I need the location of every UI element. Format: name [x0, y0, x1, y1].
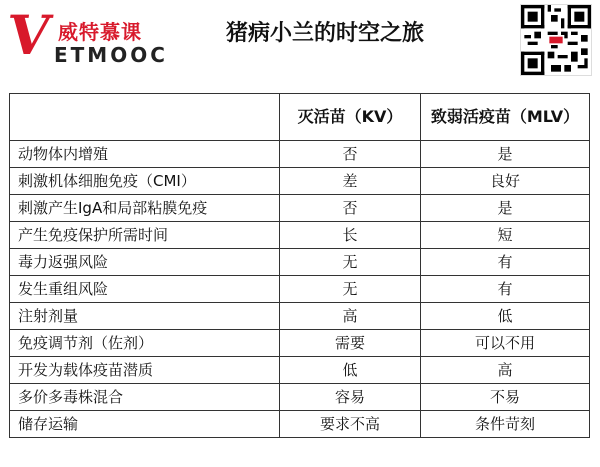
logo-english-name: ETMOOC	[54, 43, 168, 67]
feature-cell: 注射剂量	[10, 303, 280, 330]
feature-cell: 多价多毒株混合	[10, 384, 280, 411]
inactivated-vaccine-cell: 高	[280, 303, 421, 330]
header-live-attenuated-vaccine: 致弱活疫苗（MLV）	[421, 94, 590, 141]
live-vaccine-cell: 高	[421, 357, 590, 384]
live-vaccine-cell: 良好	[421, 168, 590, 195]
inactivated-vaccine-cell: 要求不高	[280, 411, 421, 438]
feature-cell: 毒力返强风险	[10, 249, 280, 276]
inactivated-vaccine-cell: 无	[280, 276, 421, 303]
live-vaccine-cell: 条件苛刻	[421, 411, 590, 438]
header-feature	[10, 94, 280, 141]
table-row	[10, 195, 590, 222]
live-vaccine-cell: 低	[421, 303, 590, 330]
table-row	[10, 303, 590, 330]
qr-code-icon	[520, 4, 592, 76]
vaccine-comparison-table-wrapper	[9, 93, 589, 438]
inactivated-vaccine-cell: 低	[280, 357, 421, 384]
vaccine-comparison-table	[9, 93, 590, 438]
table-row	[10, 330, 590, 357]
feature-cell: 开发为载体疫苗潜质	[10, 357, 280, 384]
table-header-row	[10, 94, 590, 141]
page-title: 猪病小兰的时空之旅	[225, 21, 424, 46]
live-vaccine-cell: 是	[421, 195, 590, 222]
inactivated-vaccine-cell: 否	[280, 195, 421, 222]
live-vaccine-cell: 有	[421, 276, 590, 303]
feature-cell: 刺激产生IgA和局部粘膜免疫	[10, 195, 280, 222]
inactivated-vaccine-cell: 无	[280, 249, 421, 276]
live-vaccine-cell: 可以不用	[421, 330, 590, 357]
table-row	[10, 168, 590, 195]
inactivated-vaccine-cell: 差	[280, 168, 421, 195]
feature-cell: 储存运输	[10, 411, 280, 438]
feature-cell: 免疫调节剂（佐剂）	[10, 330, 280, 357]
feature-cell: 发生重组风险	[10, 276, 280, 303]
table-row	[10, 141, 590, 168]
live-vaccine-cell: 不易	[421, 384, 590, 411]
logo-letter: V	[3, 3, 55, 67]
inactivated-vaccine-cell: 长	[280, 222, 421, 249]
live-vaccine-cell: 有	[421, 249, 590, 276]
table-row	[10, 357, 590, 384]
live-vaccine-cell: 短	[421, 222, 590, 249]
logo-chinese-name: 威特慕课	[58, 20, 142, 44]
header-inactivated-vaccine: 灭活苗（KV）	[280, 94, 421, 141]
feature-cell: 刺激机体细胞免疫（CMI）	[10, 168, 280, 195]
page-header	[0, 0, 600, 80]
table-row	[10, 276, 590, 303]
inactivated-vaccine-cell: 需要	[280, 330, 421, 357]
table-row	[10, 411, 590, 438]
live-vaccine-cell: 是	[421, 141, 590, 168]
feature-cell: 动物体内增殖	[10, 141, 280, 168]
table-row	[10, 222, 590, 249]
table-row	[10, 384, 590, 411]
feature-cell: 产生免疫保护所需时间	[10, 222, 280, 249]
vetmooc-logo[interactable]	[3, 3, 168, 70]
inactivated-vaccine-cell: 否	[280, 141, 421, 168]
table-row	[10, 249, 590, 276]
inactivated-vaccine-cell: 容易	[280, 384, 421, 411]
